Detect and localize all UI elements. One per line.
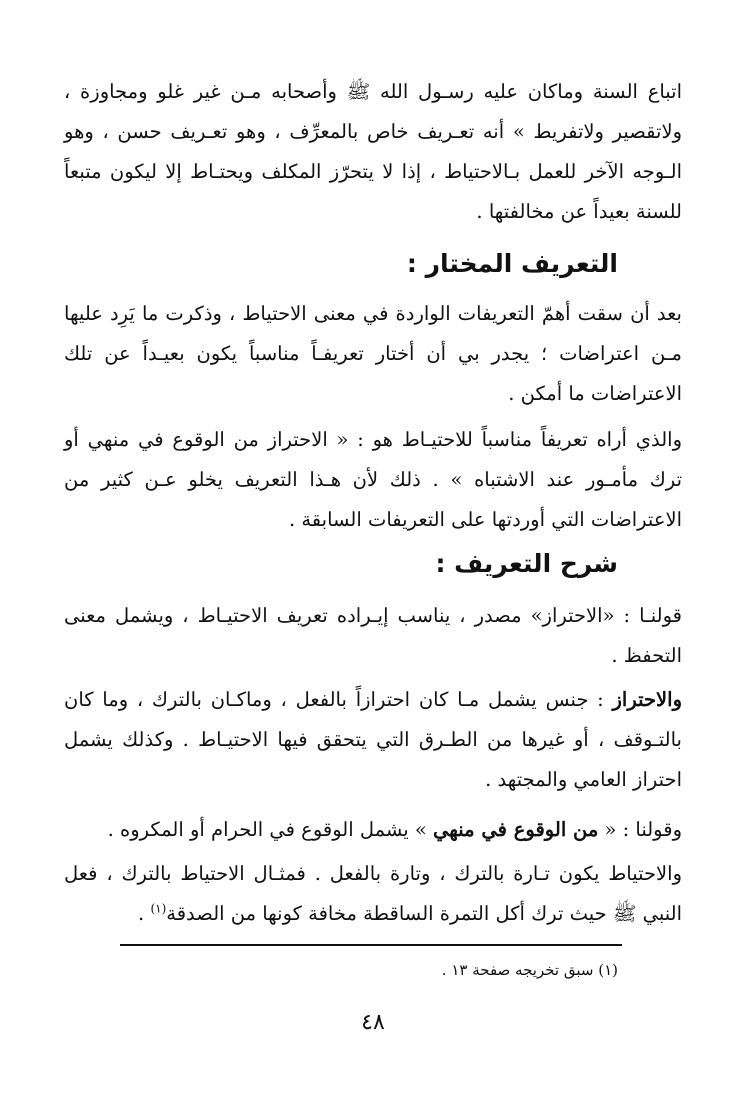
paragraph-genus xyxy=(64,680,682,800)
heading-definition-explanation: شرح التعريف : xyxy=(435,549,618,578)
forbidden-post: » يشمل الوقوع في الحرام أو المكروه . xyxy=(107,818,427,841)
paragraph-definition-text: والذي أراه تعريفاً مناسباً للاحتيـاط هو : « الاحتراز من الوقوع في منهي أو ترك مأمـور عند الاشتباه » . ذلك لأن هـذا التعريف يخلو عـن كثير من الاعتراضات التي أوردتها على التعريفات السابقة . xyxy=(64,428,682,531)
paragraph-example xyxy=(64,854,682,934)
forbidden-pre: وقولنا : « xyxy=(604,818,682,841)
footnote: (١) سبق تخريجه صفحة ١٣ . xyxy=(441,961,618,979)
page-number: ٤٨ xyxy=(361,1010,385,1035)
term-forbidden: من الوقوع في منهي xyxy=(433,818,599,841)
term-ihtiraz: والاحتراز xyxy=(612,688,683,711)
heading-chosen-definition: التعريف المختار : xyxy=(406,249,618,278)
genus-text: : جنس يشمل مـا كان احترازاً بالفعل ، وماكـان بالترك ، وما كان بالتـوقف ، أو غيرها من الطـرق التي يتحقق فيها الاحتيـاط . وكذلك يشمل احتراز العامي والمجتهد . xyxy=(64,688,682,791)
paragraph-intro: اتباع السنة وماكان عليه رسـول الله ﷺ وأصحابه مـن غير غلو ومجاوزة ، ولاتقصير ولاتفريط » أنه تعـريف خاص بالمعرِّف ، وهو تعـريف حسن ، وهو الـوجه الآخر للعمل بـالاحتياط ، إذا لا يتحرّز المكلف ويحتـاط إلا ليكون متبعاً للسنة بعيداً عن مخالفتها . xyxy=(64,80,682,223)
paragraph-forbidden xyxy=(64,810,682,850)
footnote-divider xyxy=(120,944,622,946)
footnote-reference[interactable]: (١) xyxy=(150,901,167,916)
example-text: والاحتياط يكون تـارة بالترك ، وتارة بالفعل . فمثـال الاحتياط بالترك ، فعل النبي ﷺ حيث ترك أكل التمرة الساقطة مخافة كونها من الصدقة xyxy=(64,862,682,925)
paragraph-chosen-definition: بعد أن سقت أهمّ التعريفات الواردة في معنى الاحتياط ، وذكرت ما يَرِد عليها مـن اعتراضات ؛ يجدر بي أن أختار تعريفـاً مناسباً يكون بعيـداً عن تلك الاعتراضات ما أمكن . xyxy=(64,302,682,405)
paragraph-ihtiraz: قولنـا : «الاحتراز» مصدر ، يناسب إيـراده تعريف الاحتيـاط ، ويشمل معنى التحفظ . xyxy=(64,604,682,667)
example-end: . xyxy=(138,902,145,925)
